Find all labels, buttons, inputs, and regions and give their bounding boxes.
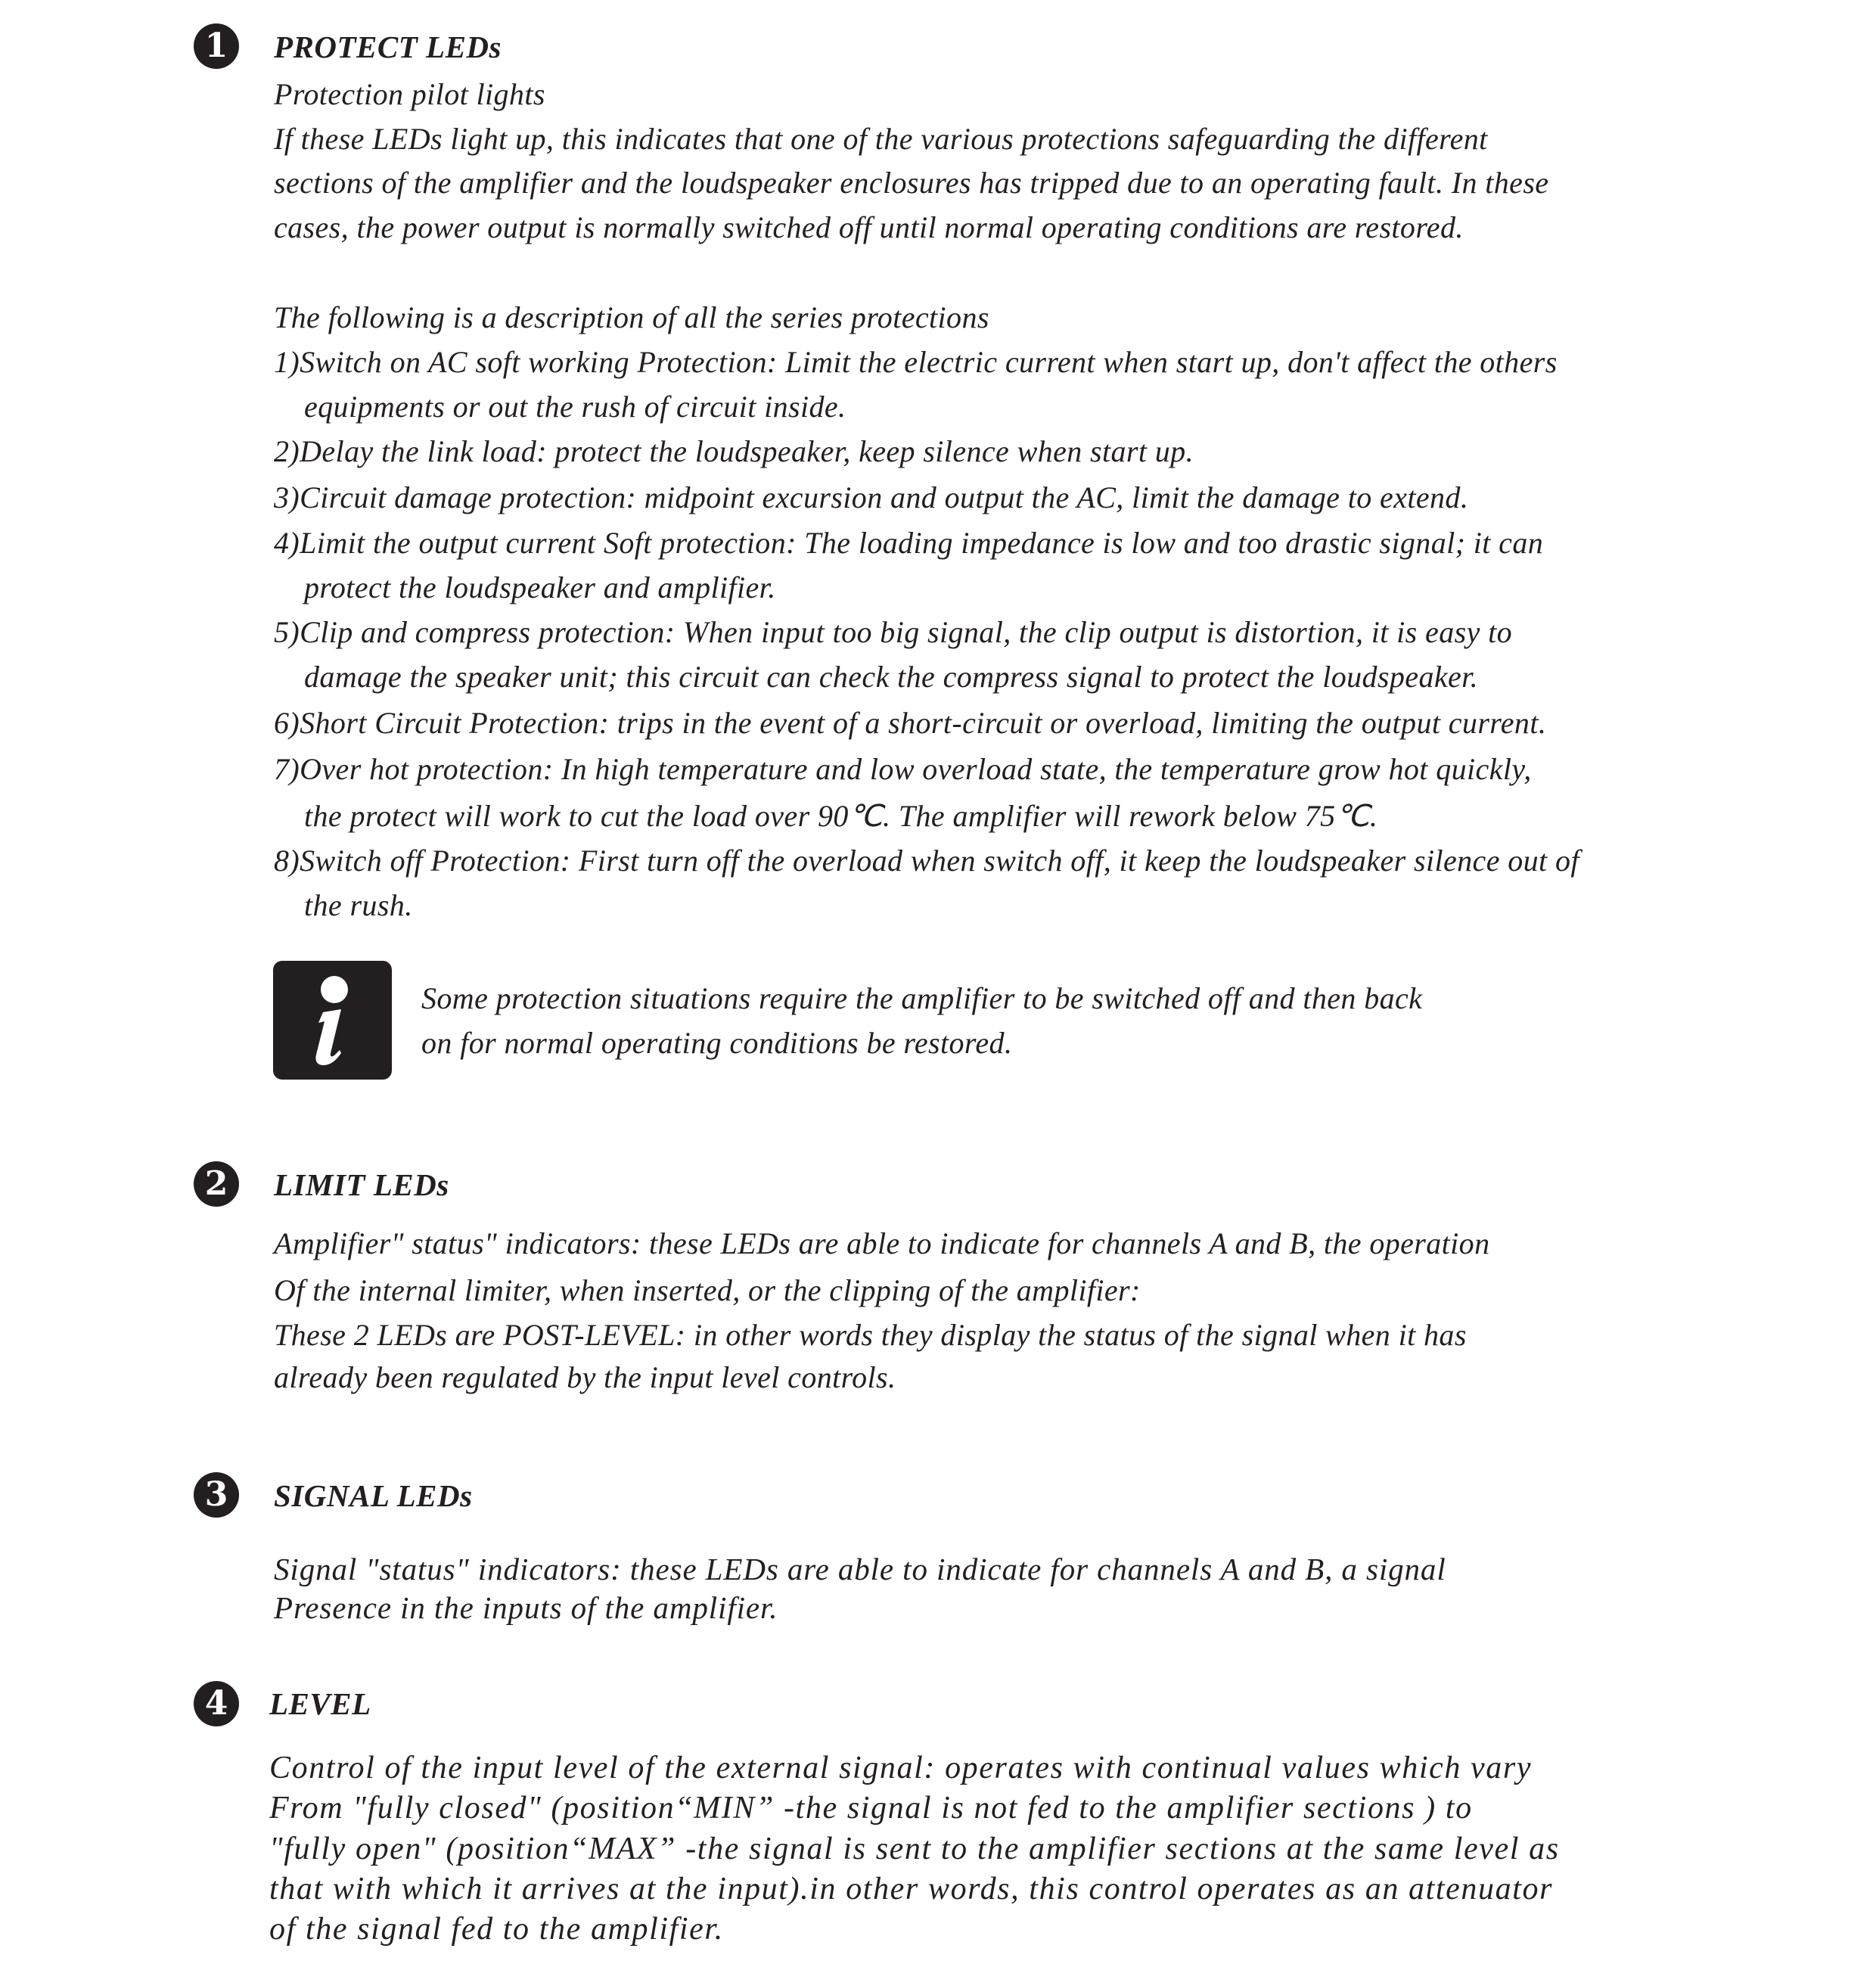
paragraph-line: already been regulated by the input level controls. xyxy=(274,1360,896,1394)
list-item: 1)Switch on AC soft working Protection: Limit the electric current when start up, don't affect the others xyxy=(274,345,1558,379)
list-item: 3)Circuit damage protection: midpoint excursion and output the AC, limit the damage to extend. xyxy=(274,480,1469,514)
list-item: 8)Switch off Protection: First turn off the overload when switch off, it keep the loudspeaker silence out of xyxy=(274,844,1579,878)
section-number-badge: 3 xyxy=(194,1472,239,1518)
paragraph-line: that with which it arrives at the input).in other words, this control operates as an attenuator xyxy=(269,1872,1554,1906)
paragraph-line: Of the internal limiter, when inserted, or the clipping of the amplifier: xyxy=(274,1273,1141,1307)
paragraph-line: Amplifier" status" indicators: these LEDs are able to indicate for channels A and B, the operation xyxy=(274,1226,1490,1260)
paragraph-line: Control of the input level of the external signal: operates with continual values which vary xyxy=(269,1751,1533,1785)
info-icon xyxy=(273,961,392,1080)
list-item-continuation: the protect will work to cut the load over 90℃. The amplifier will rework below 75℃. xyxy=(304,799,1378,833)
section-heading: PROTECT LEDs xyxy=(274,30,502,64)
section-number-badge: 1 xyxy=(194,23,239,69)
list-item: 5)Clip and compress protection: When input too big signal, the clip output is distortion, it is easy to xyxy=(274,615,1513,649)
list-item: 6)Short Circuit Protection: trips in the event of a short-circuit or overload, limiting the output current. xyxy=(274,706,1547,740)
section-number-badge: 4 xyxy=(194,1681,239,1726)
paragraph-line: cases, the power output is normally switched off until normal operating conditions are restored. xyxy=(274,210,1464,244)
section-number-badge: 2 xyxy=(194,1161,239,1207)
list-item-continuation: damage the speaker unit; this circuit can check the compress signal to protect the loudspeaker. xyxy=(304,660,1479,694)
paragraph-line: If these LEDs light up, this indicates that one of the various protections safeguarding the different xyxy=(274,122,1488,156)
paragraph-line: Signal "status" indicators: these LEDs are able to indicate for channels A and B, a signal xyxy=(274,1552,1446,1586)
paragraph-line: "fully open" (position“MAX” -the signal is sent to the amplifier sections at the same level as xyxy=(269,1832,1560,1866)
list-item-continuation: equipments or out the rush of circuit inside. xyxy=(304,390,846,424)
paragraph-line: of the signal fed to the amplifier. xyxy=(269,1912,724,1947)
list-item-continuation: the rush. xyxy=(304,888,413,922)
paragraph-line: Presence in the inputs of the amplifier. xyxy=(274,1590,778,1625)
paragraph-line: Protection pilot lights xyxy=(274,77,545,111)
paragraph-line: The following is a description of all the series protections xyxy=(274,300,989,334)
paragraph-line: These 2 LEDs are POST-LEVEL: in other words they display the status of the signal when it has xyxy=(274,1318,1467,1352)
section-heading: SIGNAL LEDs xyxy=(274,1478,473,1513)
list-item: 7)Over hot protection: In high temperature and low overload state, the temperature grow hot quickly, xyxy=(274,752,1532,786)
paragraph-line: From "fully closed" (position“MIN” -the signal is not fed to the amplifier sections ) to xyxy=(269,1791,1473,1826)
info-note-line: on for normal operating conditions be restored. xyxy=(421,1026,1013,1060)
list-item: 4)Limit the output current Soft protection: The loading impedance is low and too drastic signal; it can xyxy=(274,526,1544,560)
section-heading: LEVEL xyxy=(269,1686,371,1721)
list-item: 2)Delay the link load: protect the loudspeaker, keep silence when start up. xyxy=(274,434,1194,468)
section-heading: LIMIT LEDs xyxy=(274,1167,449,1202)
paragraph-line: sections of the amplifier and the loudspeaker enclosures has tripped due to an operating fault. In these xyxy=(274,166,1549,200)
info-note-line: Some protection situations require the amplifier to be switched off and then back xyxy=(421,981,1423,1015)
list-item-continuation: protect the loudspeaker and amplifier. xyxy=(304,570,776,604)
